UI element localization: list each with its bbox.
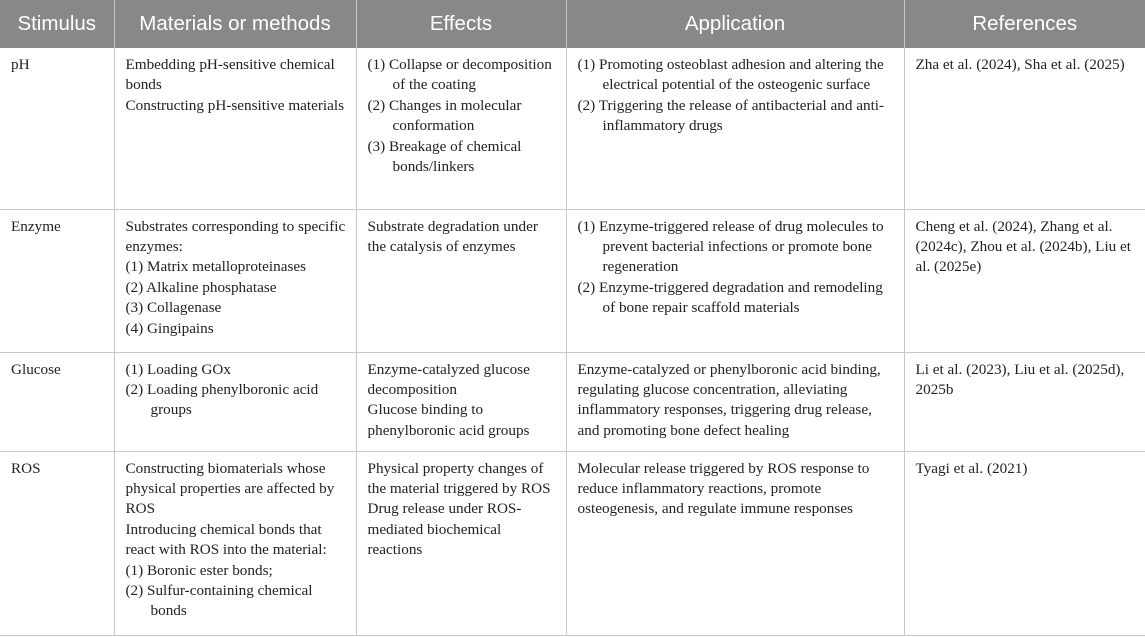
application-item: (2) Triggering the release of antibacterial and anti-inflammatory drugs	[577, 96, 885, 135]
application-line: Enzyme-catalyzed or phenylboronic acid binding, regulating glucose concentration, alleviating inflammatory responses, triggering drug release, and promoting bone defect healing	[577, 360, 881, 439]
effects-line: Physical property changes of the material triggered by ROS	[367, 459, 551, 497]
application-item: (2) Enzyme-triggered degradation and remodeling of bone repair scaffold materials	[577, 278, 883, 317]
cell-application	[566, 48, 904, 209]
header-references: References	[904, 0, 1145, 48]
cell-application	[566, 209, 904, 352]
materials-line: Introducing chemical bonds that react with ROS into the material:	[125, 520, 327, 559]
materials-line: Constructing biomaterials whose physical properties are affected by ROS	[125, 459, 335, 518]
cell-stimulus: Enzyme	[0, 209, 114, 352]
header-row	[0, 0, 1145, 48]
materials-line: Constructing pH-sensitive materials	[125, 96, 344, 114]
effects-line: Enzyme-catalyzed glucose decomposition	[367, 360, 530, 398]
application-item: (1) Enzyme-triggered release of drug molecules to prevent bacterial infections or promote bone regeneration	[577, 217, 884, 276]
header-materials: Materials or methods	[114, 0, 356, 48]
materials-line: Substrates corresponding to specific enzymes:	[125, 217, 346, 255]
application-item: (1) Promoting osteoblast adhesion and altering the electrical potential of the osteogenic surface	[577, 56, 884, 94]
effects-item: (2) Changes in molecular conformation	[367, 96, 522, 135]
effects-line: Substrate degradation under the catalysis of enzymes	[367, 217, 538, 255]
table-row-ph	[0, 48, 1145, 209]
effects-line: Drug release under ROS-mediated biochemical reactions	[367, 500, 522, 559]
materials-item: (2) Alkaline phosphatase	[125, 278, 277, 296]
materials-item: (2) Loading phenylboronic acid groups	[125, 380, 319, 419]
table-row-enzyme	[0, 209, 1145, 352]
table-row-glucose	[0, 352, 1145, 451]
cell-references: Tyagi et al. (2021)	[904, 451, 1145, 635]
effects-line: Glucose binding to phenylboronic acid groups	[367, 401, 530, 439]
cell-references: Li et al. (2023), Liu et al. (2025d), 2025b	[904, 352, 1145, 451]
cell-effects	[356, 48, 566, 209]
cell-references: Zha et al. (2024), Sha et al. (2025)	[904, 48, 1145, 209]
materials-item: (1) Loading GOx	[125, 360, 231, 378]
cell-references: Cheng et al. (2024), Zhang et al. (2024c), Zhou et al. (2024b), Liu et al. (2025e)	[904, 209, 1145, 352]
cell-stimulus: pH	[0, 48, 114, 209]
materials-item: (3) Collagenase	[125, 299, 222, 317]
materials-item: (1) Boronic ester bonds;	[125, 561, 273, 579]
cell-effects	[356, 209, 566, 352]
effects-item: (1) Collapse or decomposition of the coating	[367, 56, 552, 94]
header-stimulus: Stimulus	[0, 0, 114, 48]
header-effects: Effects	[356, 0, 566, 48]
cell-materials	[114, 48, 356, 209]
cell-application	[566, 352, 904, 451]
cell-effects	[356, 352, 566, 451]
cell-stimulus: ROS	[0, 451, 114, 635]
materials-item: (1) Matrix metalloproteinases	[125, 258, 307, 276]
cell-materials	[114, 451, 356, 635]
table-row-ros	[0, 451, 1145, 635]
cell-materials	[114, 209, 356, 352]
cell-stimulus: Glucose	[0, 352, 114, 451]
header-application: Application	[566, 0, 904, 48]
cell-application	[566, 451, 904, 635]
cell-effects	[356, 451, 566, 635]
materials-line: Embedding pH-sensitive chemical bonds	[125, 56, 335, 94]
effects-item: (3) Breakage of chemical bonds/linkers	[367, 137, 522, 176]
materials-item: (4) Gingipains	[125, 319, 214, 337]
materials-item: (2) Sulfur-containing chemical bonds	[125, 581, 313, 620]
application-line: Molecular release triggered by ROS response to reduce inflammatory reactions, promote osteogenesis, and regulate immune responses	[577, 459, 870, 518]
cell-materials	[114, 352, 356, 451]
